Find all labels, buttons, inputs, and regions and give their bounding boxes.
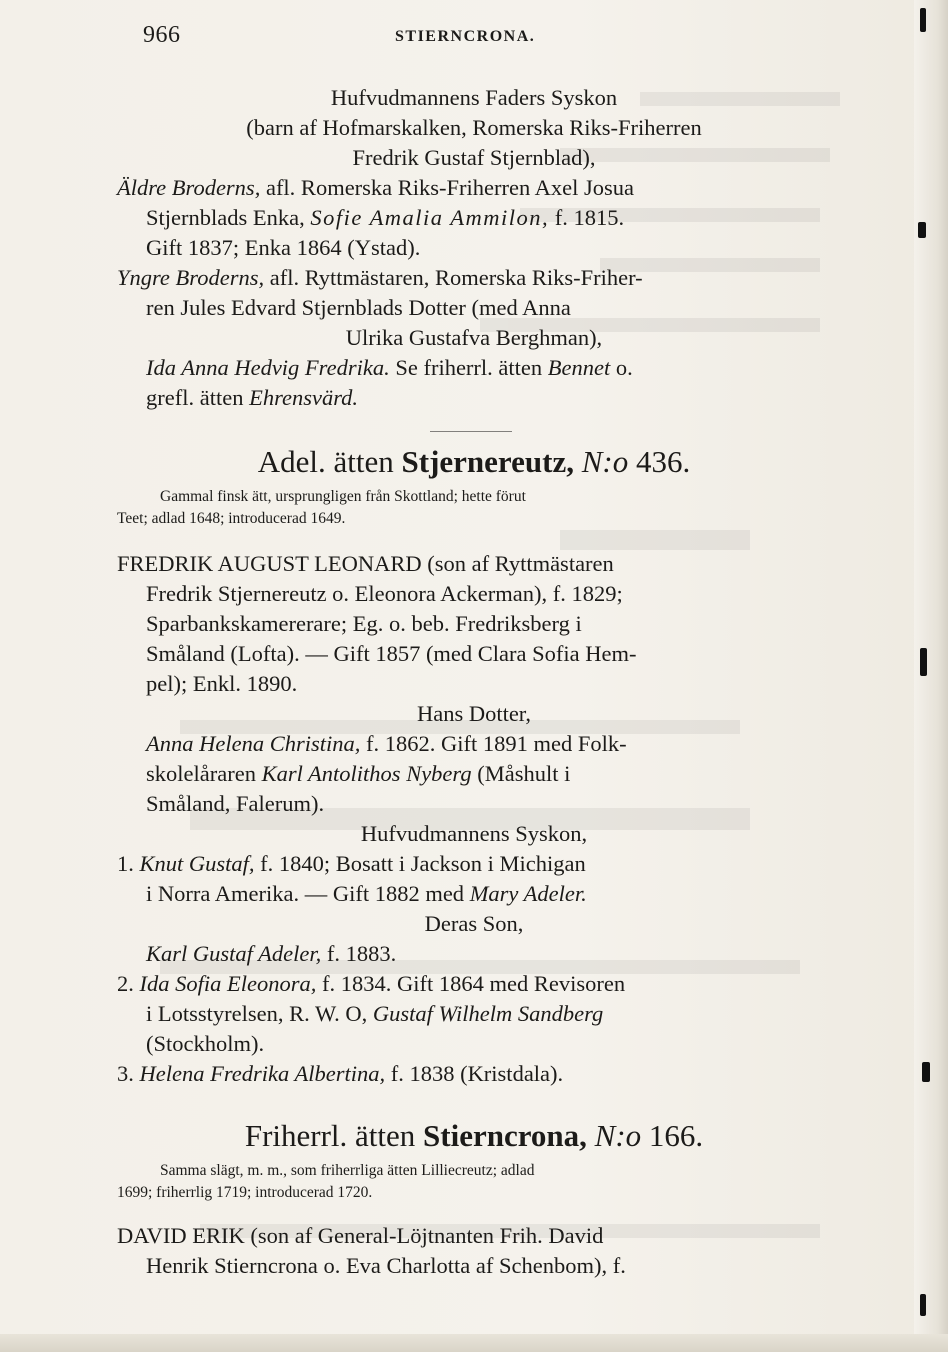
text-line: Ulrika Gustafva Berghman), bbox=[345, 325, 603, 350]
section-divider bbox=[430, 431, 512, 432]
text-line: Hufvudmannens Syskon, bbox=[360, 821, 588, 846]
text-line: Fredrik Gustaf Stjernblad), bbox=[352, 145, 596, 170]
text-line: Gift 1837; Enka 1864 (Ystad). bbox=[146, 235, 421, 260]
text-line: DAVID ERIK (son af General-Löjtnanten Frih. David bbox=[117, 1223, 604, 1248]
text-line: (Stockholm). bbox=[146, 1031, 265, 1056]
text-line: Karl Gustaf Adeler, f. 1883. bbox=[146, 941, 397, 966]
page-number: 966 bbox=[143, 22, 181, 48]
text-line: Hans Dotter, bbox=[416, 701, 532, 726]
text-line: (barn af Hofmarskalken, Romerska Riks-Friherren bbox=[246, 115, 702, 140]
text-line: Äldre Broderns, afl. Romerska Riks-Friherren Axel Josua bbox=[117, 175, 635, 200]
family-heading: Friherrl. ätten Stierncrona, N:o 166. bbox=[244, 1118, 704, 1153]
text-line: Deras Son, bbox=[424, 911, 524, 936]
text-line: i Lotsstyrelsen, R. W. O, Gustaf Wilhelm Sandberg bbox=[146, 1001, 604, 1026]
text-line: Stjernblads Enka, Sofie Amalia Ammilon, f. 1815. bbox=[146, 205, 625, 230]
text-line: 2. Ida Sofia Eleonora, f. 1834. Gift 1864 med Revisoren bbox=[117, 971, 626, 996]
text-line: Sparbankskamererare; Eg. o. beb. Fredriksberg i bbox=[146, 611, 582, 636]
text-line: 1. Knut Gustaf, f. 1840; Bosatt i Jackson i Michigan bbox=[117, 851, 586, 876]
text-line: i Norra Amerika. — Gift 1882 med Mary Adeler. bbox=[146, 881, 587, 906]
running-head: STIERNCRONA. bbox=[395, 28, 536, 45]
text-line: Fredrik Stjernereutz o. Eleonora Ackerman), f. 1829; bbox=[146, 581, 623, 606]
text-line: Anna Helena Christina, f. 1862. Gift 1891 med Folk- bbox=[146, 731, 627, 756]
text-line: 1699; friherrlig 1719; introducerad 1720. bbox=[117, 1184, 373, 1201]
text-line: FREDRIK AUGUST LEONARD (son af Ryttmästaren bbox=[117, 551, 614, 576]
text-line: ren Jules Edvard Stjernblads Dotter (med Anna bbox=[146, 295, 571, 320]
page-header bbox=[143, 22, 843, 52]
text-line: skolelåraren Karl Antolithos Nyberg (Måshult i bbox=[146, 761, 571, 786]
text-line: Ida Anna Hedvig Fredrika. Se friherrl. ätten Bennet o. bbox=[146, 355, 633, 380]
text-line: Teet; adlad 1648; introducerad 1649. bbox=[117, 510, 346, 527]
text-line: Henrik Stierncrona o. Eva Charlotta af Schenbom), f. bbox=[146, 1253, 626, 1278]
text-line: Småland, Falerum). bbox=[146, 791, 325, 816]
page-bottom-edge bbox=[0, 1334, 948, 1352]
family-heading: Adel. ätten Stjernereutz, N:o 436. bbox=[257, 444, 691, 479]
page-edge bbox=[914, 0, 948, 1352]
text-line: pel); Enkl. 1890. bbox=[146, 671, 298, 696]
section-heading: Hufvudmannens Faders Syskon bbox=[330, 85, 618, 110]
text-line: grefl. ätten Ehrensvärd. bbox=[146, 385, 359, 410]
text-line: Samma slägt, m. m., som friherrliga ätten Lilliecreutz; adlad bbox=[160, 1162, 535, 1179]
text-line: Småland (Lofta). — Gift 1857 (med Clara Sofia Hem- bbox=[146, 641, 637, 666]
text-line: Gammal finsk ätt, ursprungligen från Skottland; hette förut bbox=[160, 488, 526, 505]
text-line: Yngre Broderns, afl. Ryttmästaren, Romerska Riks-Friher- bbox=[117, 265, 643, 290]
text-line: 3. Helena Fredrika Albertina, f. 1838 (Kristdala). bbox=[117, 1061, 564, 1086]
